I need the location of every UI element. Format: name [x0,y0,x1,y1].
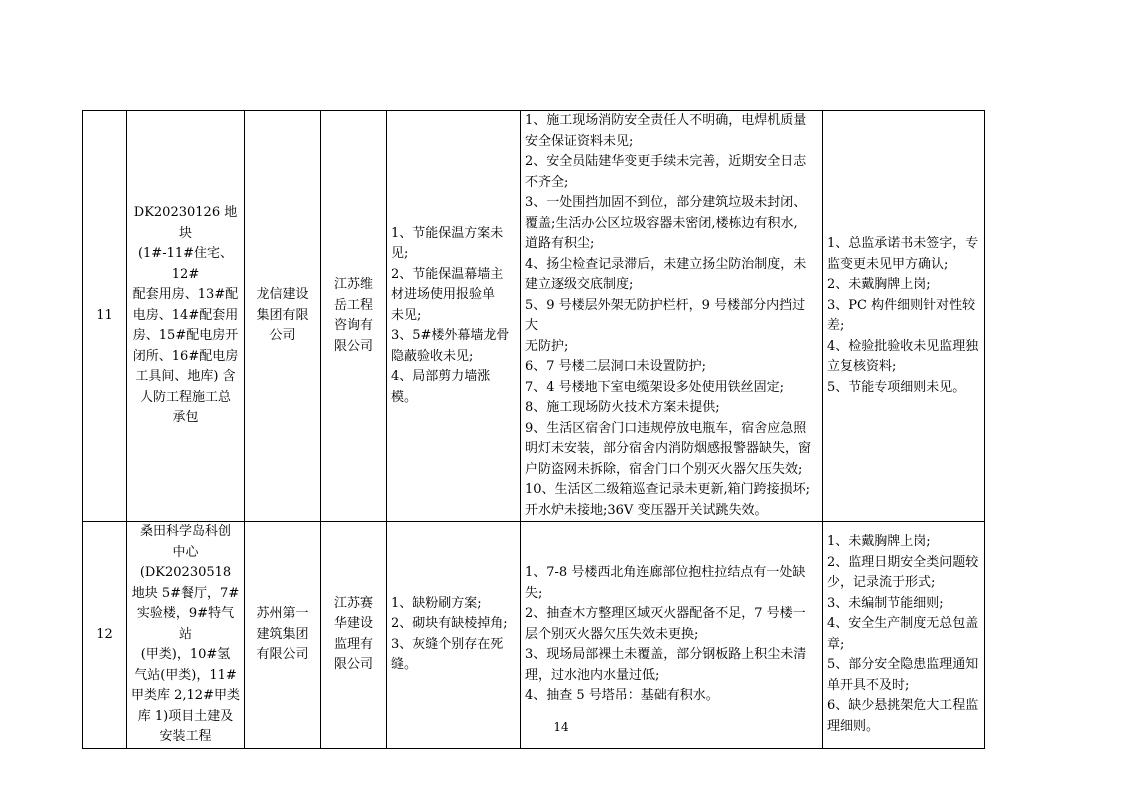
issue-line: 章; [827,636,845,652]
construction-company-line: 公司 [269,328,296,344]
project-name-line: 实验楼，9#特气站 [136,606,235,642]
project-name-cell [127,522,245,749]
project-name-line: 承包 [172,410,199,426]
safety-issues-cell [521,111,823,522]
project-name-line: 闭所、16#配电房 [132,348,239,364]
issue-line: 覆盖;生活办公区垃圾容器未密闭,楼栋边有积水, [525,215,798,231]
supervision-company-line: 华建设 [333,616,373,632]
issue-line: 1、7-8 号楼西北角连廊部位抱柱拉结点有一处缺 [525,565,806,580]
supervision-company-line: 岳工程 [333,297,373,313]
project-name-line: 气站(甲类)，11# [134,667,237,683]
issue-line: 2、监理日期安全类问题较 [827,554,979,570]
issue-line: 户防盗网未拆除，宿舍门口个别灭火器欠压失效; [525,461,803,477]
issue-line: 建立逐级交底制度; [525,277,634,292]
issue-line: 少，记录流于形式; [827,575,936,591]
issue-line: 3、灰缝个别存在死 [391,636,504,652]
issue-line: 3、一处围挡加固不到位，部分建筑垃圾未封闭、 [525,195,807,210]
supervision-company-cell [321,522,387,749]
issue-line: 明灯未安装，部分宿舍内消防烟感报警器缺失，窗 [525,441,812,456]
supervision-company-cell [321,111,387,522]
table-row [83,522,985,749]
issue-line: 4、安全生产制度无总包盖 [827,616,979,632]
issue-line: 差; [827,318,845,333]
issue-line: 理，过水池内水量过低; [525,667,660,683]
supervision-company-line: 江苏维 [333,277,373,292]
project-name-line: 安装工程 [159,729,212,744]
issue-line: 1、施工现场消防安全责任人不明确，电焊机质量 [525,113,807,128]
issue-line: 6、7 号楼二层洞口未设置防护; [525,359,707,374]
issue-line: 层个别灭火器欠压失效未更换; [525,626,699,642]
project-name-line: DK20230126 地块 [133,205,238,241]
issue-line: 未见; [391,307,422,323]
issue-line: 4、扬尘检查记录滞后，未建立扬尘防治制度，未 [525,256,807,272]
project-name-line: 甲类库 2,12#甲类 [131,688,240,703]
issue-line: 10、生活区二级箱巡查记录未更新,箱门跨接损坏; [525,482,811,497]
supervision-company-line: 限公司 [333,338,373,354]
construction-company-cell [245,111,321,522]
construction-company-line: 龙信建设 [256,287,309,303]
issue-line: 立复核资料; [827,359,897,374]
safety-issues-cell [521,522,823,749]
quality-issues-cell [387,111,521,522]
issue-line: 1、未戴胸牌上岗; [827,534,931,550]
project-name-cell [127,111,245,522]
management-issues-cell [823,522,985,749]
issue-line: 2、抽查木方整理区域灭火器配备不足，7 号楼一 [525,606,806,621]
issue-line: 1、总监承诺书未签字，专 [827,236,979,251]
issue-line: 监变更未见甲方确认; [827,256,949,272]
construction-company-line: 建筑集团 [256,626,309,642]
construction-company-line: 有限公司 [256,647,309,662]
row-number: 11 [83,111,127,522]
supervision-company-line: 江苏赛 [333,595,373,611]
issue-line: 见; [391,246,409,262]
issue-line: 2、安全员陆建华变更手续未完善，近期安全日志 [525,154,807,169]
issue-line: 3、5#楼外幕墙龙骨 [391,328,510,344]
issue-line: 4、抽查 5 号塔吊：基础有积水。 [525,688,719,703]
issue-line: 4、检验批验收未见监理独 [827,338,979,354]
construction-company-line: 集团有限 [256,307,309,323]
issue-line: 理细则。 [827,718,880,734]
row-number: 12 [83,522,127,749]
issue-line: 3、PC 构件细则针对性较 [827,297,976,313]
project-name-line: 配套用房、13#配 [132,287,239,303]
issue-line: 缝。 [391,657,418,673]
issue-line: 安全保证资料未见; [525,133,634,149]
quality-issues-cell [387,522,521,749]
issue-line: 1、节能保温方案未 [391,225,504,241]
issue-line: 6、缺少悬挑架危大工程监 [827,698,979,714]
page-number: 14 [553,720,569,734]
project-name-line: 桑田科学岛科创 [139,524,231,539]
issue-line: 8、施工现场防火技术方案未提供; [525,400,720,415]
project-name-line: 电房、14#配套用 [132,307,239,323]
inspection-table [82,110,985,749]
issue-line: 无防护; [525,338,569,354]
issue-line: 5、部分安全隐患监理通知 [827,657,979,673]
project-name-line: (1#-11#住宅、12# [137,246,234,282]
issue-line: 3、未编制节能细则; [827,595,944,611]
table-row [83,111,985,522]
issue-line: 2、砌块有缺棱掉角; [391,616,508,632]
supervision-company-line: 限公司 [333,657,373,673]
project-name-line: 人防工程施工总 [139,389,231,405]
project-name-line: 中心(DK20230518 [139,544,232,580]
project-name-line: (甲类)，10#氢 [140,647,231,662]
issue-line: 1、缺粉刷方案; [391,595,482,611]
supervision-company-line: 咨询有 [333,318,373,333]
construction-company-cell [245,522,321,749]
issue-line: 9、生活区宿舍门口违规停放电瓶车，宿舍应急照 [525,420,807,436]
supervision-company-line: 监理有 [333,636,373,652]
construction-company-line: 苏州第一 [256,606,309,621]
project-name-line: 房、15#配电房开 [132,328,239,344]
issue-line: 不齐全; [525,174,569,190]
project-name-line: 地块 5#餐厅，7# [131,585,240,601]
project-name-line: 工具间、地库) 含 [135,369,236,385]
issue-line: 4、局部剪力墙涨模。 [391,369,491,405]
issue-line: 失; [525,585,543,601]
issue-line: 单开具不及时; [827,677,910,693]
issue-line: 2、节能保温幕墙主 [391,266,504,282]
issue-line: 5、节能专项细则未见。 [827,379,966,395]
issue-line: 5、9 号楼层外架无防护栏杆，9 号楼部分内挡过大 [525,297,806,333]
issue-line: 3、现场局部裸土未覆盖，部分钢板路上积尘未清 [525,647,807,662]
issue-line: 隐蔽验收未见; [391,348,474,364]
issue-line: 材进场使用报验单 [391,287,496,303]
issue-line: 7、4 号楼地下室电缆架设多处使用铁丝固定; [525,379,785,395]
management-issues-cell [823,111,985,522]
project-name-line: 库 1)项目土建及 [137,708,234,724]
issue-line: 道路有积尘; [525,236,595,251]
issue-line: 2、未戴胸牌上岗; [827,277,931,292]
issue-line: 开水炉未接地;36V 变压器开关试跳失效。 [525,502,768,518]
